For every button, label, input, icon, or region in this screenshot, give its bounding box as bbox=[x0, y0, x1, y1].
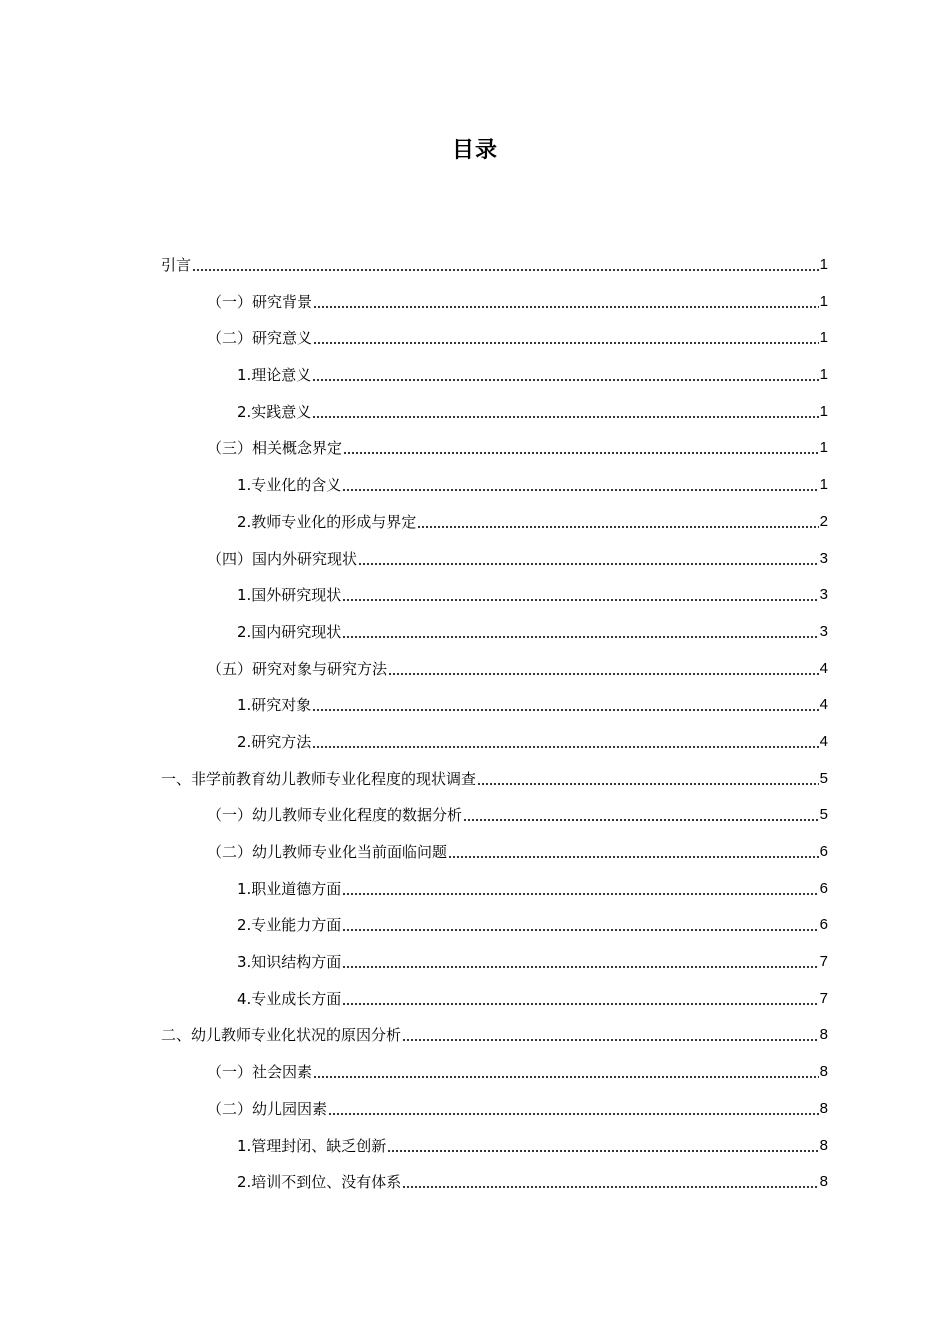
dot-leader bbox=[192, 266, 819, 272]
toc-entry-page-number: 4 bbox=[819, 732, 828, 750]
toc-entry-line bbox=[207, 804, 828, 826]
dot-leader bbox=[448, 853, 819, 859]
toc-entry-label: 2.专业能力方面 bbox=[237, 916, 342, 935]
toc-entry-line bbox=[237, 878, 828, 900]
toc-entry-line bbox=[237, 914, 828, 936]
toc-entry-label: 1.管理封闭、缺乏创新 bbox=[237, 1136, 387, 1155]
page-title: 目录 bbox=[451, 138, 498, 163]
dot-leader bbox=[417, 523, 818, 529]
toc-entry-page-number: 1 bbox=[819, 292, 828, 310]
toc-entry[interactable] bbox=[0, 943, 950, 980]
dot-leader bbox=[328, 1110, 819, 1116]
toc-entry-page-number: 7 bbox=[819, 989, 828, 1007]
toc-entry[interactable] bbox=[0, 686, 950, 723]
toc-entry-page-number: 4 bbox=[819, 659, 828, 677]
toc-entry-label: （三）相关概念界定 bbox=[207, 439, 343, 458]
toc-entry-page-number: 1 bbox=[819, 329, 828, 347]
toc-entry-label: 2.国内研究现状 bbox=[237, 622, 342, 641]
dot-leader bbox=[342, 633, 818, 639]
toc-entry-page-number: 5 bbox=[819, 769, 828, 787]
toc-entry-label: 二、幼儿教师专业化状况的原因分析 bbox=[161, 1026, 402, 1045]
dot-leader bbox=[313, 1073, 819, 1079]
dot-leader bbox=[402, 1036, 819, 1042]
toc-entry-page-number: 1 bbox=[819, 256, 828, 273]
toc-entry[interactable] bbox=[0, 906, 950, 943]
toc-entry-label: 1.专业化的含义 bbox=[237, 476, 342, 495]
toc-entry-label: （一）社会因素 bbox=[207, 1063, 313, 1082]
toc-entry[interactable] bbox=[0, 1090, 950, 1127]
dot-leader bbox=[388, 670, 819, 676]
dot-leader bbox=[312, 743, 818, 749]
toc-entry-line bbox=[237, 511, 828, 533]
toc-entry-line bbox=[237, 1171, 828, 1193]
toc-entry-page-number: 2 bbox=[819, 512, 828, 530]
toc-entry-line bbox=[207, 548, 828, 570]
toc-entry[interactable] bbox=[0, 723, 950, 760]
toc-entry[interactable] bbox=[0, 796, 950, 833]
toc-entry-page-number: 5 bbox=[819, 806, 828, 824]
toc-entry-page-number: 8 bbox=[819, 1173, 828, 1191]
toc-entry-page-number: 1 bbox=[819, 366, 828, 384]
toc-entry[interactable] bbox=[0, 650, 950, 687]
dot-leader bbox=[358, 560, 819, 566]
toc-entry-label: （二）幼儿教师专业化当前面临问题 bbox=[207, 843, 448, 861]
dot-leader bbox=[342, 963, 818, 969]
toc-entry-label: 1.理论意义 bbox=[237, 366, 312, 385]
toc-entry-label: （二）幼儿园因素 bbox=[207, 1099, 328, 1118]
toc-entry-line bbox=[237, 951, 828, 973]
dot-leader bbox=[312, 706, 818, 712]
toc-entry[interactable] bbox=[0, 1163, 950, 1200]
toc-entry-line bbox=[237, 1135, 828, 1157]
toc-entry-page-number: 6 bbox=[819, 843, 828, 860]
toc-entry[interactable] bbox=[0, 356, 950, 393]
toc-entry-label: 2.培训不到位、没有体系 bbox=[237, 1173, 402, 1192]
toc-entry[interactable] bbox=[0, 980, 950, 1017]
toc-entry-page-number: 8 bbox=[819, 1063, 828, 1081]
dot-leader bbox=[342, 1000, 818, 1006]
toc-entry[interactable] bbox=[0, 1016, 950, 1053]
dot-leader bbox=[342, 890, 818, 896]
toc-entry-page-number: 3 bbox=[819, 622, 828, 640]
toc-entry-label: （一）研究背景 bbox=[207, 292, 313, 311]
toc-entry-page-number: 6 bbox=[819, 916, 828, 934]
toc-entry-line bbox=[207, 437, 828, 459]
toc-entry-label: 2.教师专业化的形成与界定 bbox=[237, 512, 417, 531]
toc-entry-page-number: 6 bbox=[819, 879, 828, 897]
toc-entry-label: 1.国外研究现状 bbox=[237, 586, 342, 605]
toc-entry-line bbox=[237, 401, 828, 423]
dot-leader bbox=[402, 1183, 818, 1189]
toc-entry-page-number: 8 bbox=[819, 1026, 828, 1044]
toc-entry-label: （二）研究意义 bbox=[207, 329, 313, 348]
toc-entry[interactable] bbox=[0, 613, 950, 650]
dot-leader bbox=[477, 780, 819, 786]
toc-entry-line bbox=[237, 621, 828, 643]
toc-entry-label: 2.研究方法 bbox=[237, 732, 312, 751]
toc-entry-label: （一）幼儿教师专业化程度的数据分析 bbox=[207, 806, 463, 825]
toc-entry-line bbox=[207, 327, 828, 349]
toc-entry-page-number: 3 bbox=[819, 549, 828, 567]
toc-entry-page-number: 8 bbox=[819, 1099, 828, 1117]
toc-entry-label: 1.职业道德方面 bbox=[237, 879, 342, 898]
toc-entry[interactable] bbox=[0, 833, 950, 870]
toc-entry-page-number: 3 bbox=[819, 586, 828, 604]
toc-entry[interactable] bbox=[0, 503, 950, 540]
toc-entry-page-number: 8 bbox=[819, 1136, 828, 1154]
dot-leader bbox=[387, 1147, 818, 1153]
toc-entry-line bbox=[207, 291, 828, 313]
toc-entry-page-number: 1 bbox=[819, 439, 828, 457]
toc-entry-line bbox=[207, 841, 828, 863]
toc-entry-line bbox=[237, 694, 828, 716]
dot-leader bbox=[312, 413, 818, 419]
toc-entry-line bbox=[161, 254, 828, 276]
toc-entry[interactable] bbox=[0, 760, 950, 797]
toc-entry-line bbox=[207, 658, 828, 680]
dot-leader bbox=[343, 449, 819, 455]
toc-entry-page-number: 1 bbox=[819, 476, 828, 494]
toc-entry-line bbox=[237, 988, 828, 1010]
dot-leader bbox=[342, 596, 818, 602]
toc-entry-line bbox=[207, 1061, 828, 1083]
toc-entry[interactable] bbox=[0, 870, 950, 907]
toc-entry-line bbox=[161, 1024, 828, 1046]
toc-entry-line bbox=[237, 731, 828, 753]
toc-entry[interactable] bbox=[0, 1127, 950, 1164]
toc-entry[interactable] bbox=[0, 393, 950, 430]
toc-entry-page-number: 1 bbox=[819, 402, 828, 420]
toc-entry-page-number: 7 bbox=[819, 953, 828, 971]
toc-entry-line bbox=[237, 474, 828, 496]
toc-entry[interactable] bbox=[0, 466, 950, 503]
toc-entry[interactable] bbox=[0, 540, 950, 577]
toc-entry[interactable] bbox=[0, 1053, 950, 1090]
toc-entry-line bbox=[161, 768, 828, 790]
dot-leader bbox=[463, 816, 819, 822]
table-of-contents bbox=[0, 246, 950, 1200]
dot-leader bbox=[312, 376, 818, 382]
toc-entry-label: 4.专业成长方面 bbox=[237, 989, 342, 1008]
toc-entry-label: 引言 bbox=[161, 256, 192, 274]
toc-entry-label: （四）国内外研究现状 bbox=[207, 549, 358, 568]
toc-entry[interactable] bbox=[0, 576, 950, 613]
dot-leader bbox=[342, 486, 818, 492]
toc-entry-label: 一、非学前教育幼儿教师专业化程度的现状调查 bbox=[161, 769, 477, 788]
dot-leader bbox=[313, 339, 819, 345]
dot-leader bbox=[313, 303, 819, 309]
toc-entry-label: 3.知识结构方面 bbox=[237, 953, 342, 972]
dot-leader bbox=[342, 926, 818, 932]
toc-entry-label: 1.研究对象 bbox=[237, 696, 312, 715]
toc-entry[interactable] bbox=[0, 246, 950, 283]
toc-entry[interactable] bbox=[0, 429, 950, 466]
toc-entry[interactable] bbox=[0, 283, 950, 320]
toc-entry-line bbox=[237, 584, 828, 606]
toc-entry-line bbox=[207, 1098, 828, 1120]
toc-entry[interactable] bbox=[0, 319, 950, 356]
toc-entry-page-number: 4 bbox=[819, 696, 828, 714]
toc-entry-line bbox=[237, 364, 828, 386]
toc-entry-label: 2.实践意义 bbox=[237, 402, 312, 421]
toc-entry-label: （五）研究对象与研究方法 bbox=[207, 659, 388, 678]
